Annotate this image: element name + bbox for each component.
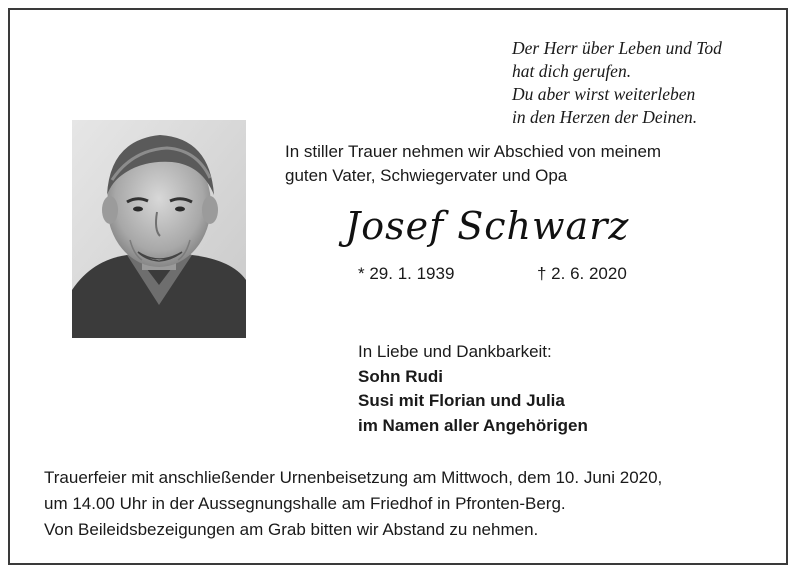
- funeral-service-info: [44, 465, 662, 543]
- mourners-heading: In Liebe und Dankbarkeit:: [358, 342, 552, 361]
- death-date: † 2. 6. 2020: [537, 264, 627, 283]
- mourner-name: Sohn Rudi: [358, 366, 443, 386]
- service-line: Von Beileidsbezeigungen am Grab bitten wir Abstand zu nehmen.: [44, 520, 539, 539]
- mourner-name: Susi mit Florian und Julia: [358, 391, 565, 410]
- poem-verse: [512, 37, 722, 129]
- intro-line: In stiller Trauer nehmen wir Abschied von meinem: [285, 142, 662, 161]
- deceased-name: Josef Schwarz: [345, 204, 630, 248]
- intro-line: guten Vater, Schwiegervater und Opa: [285, 166, 568, 185]
- mourners-block: [358, 340, 588, 438]
- birth-date: * 29. 1. 1939: [358, 264, 455, 283]
- service-line: Trauerfeier mit anschließender Urnenbeisetzung am Mittwoch, dem 10. Juni 2020,: [44, 468, 663, 487]
- intro-text: [285, 140, 661, 188]
- poem-line: Der Herr über Leben und Tod: [512, 38, 722, 58]
- poem-line: Du aber wirst weiterleben: [512, 84, 696, 104]
- portrait-image: [72, 120, 246, 338]
- mourner-name: im Namen aller Angehörigen: [358, 415, 588, 435]
- poem-line: hat dich gerufen.: [512, 61, 632, 81]
- portrait-photo: [72, 120, 246, 338]
- poem-line: in den Herzen der Deinen.: [512, 107, 698, 127]
- service-line: um 14.00 Uhr in der Aussegnungshalle am Friedhof in Pfronten-Berg.: [44, 494, 566, 513]
